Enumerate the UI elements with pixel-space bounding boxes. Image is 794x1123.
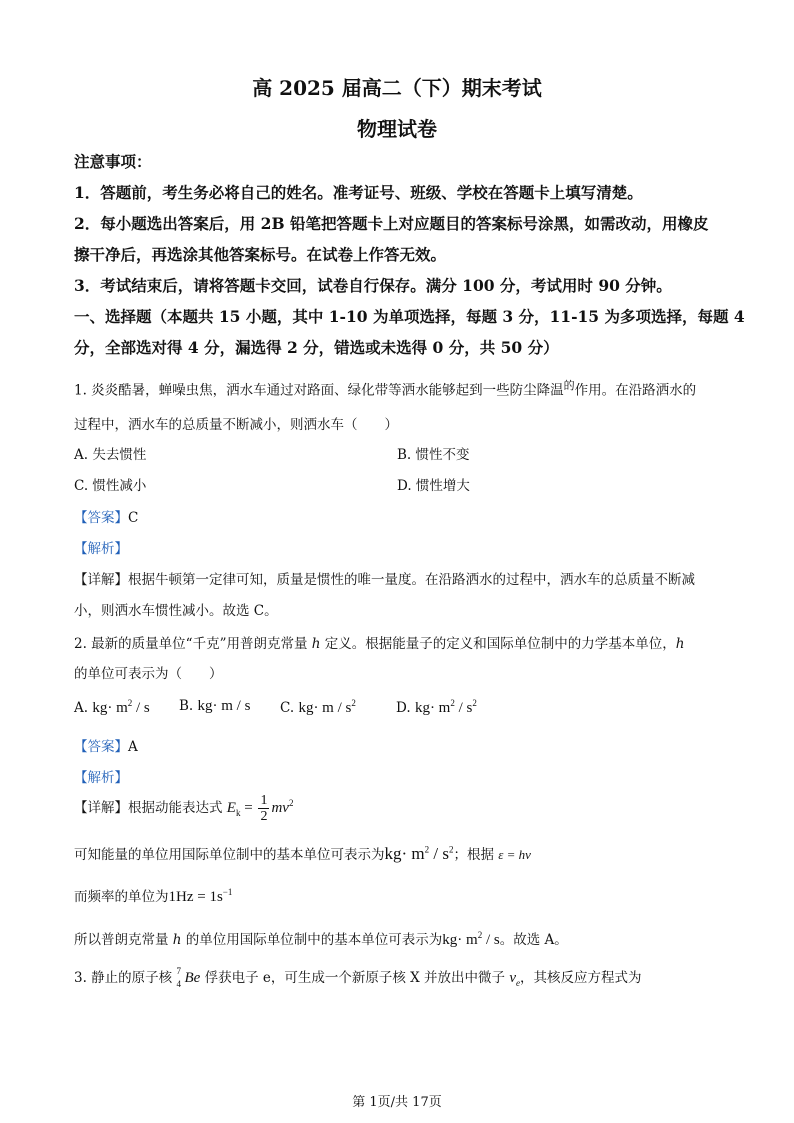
- q2-unit-math: [385, 844, 454, 863]
- fraction-numerator: 1: [260, 793, 268, 808]
- ek-sup: 2: [288, 797, 294, 808]
- q1-detail-text-1: 根据牛顿第一定律可知，质量是惯性的唯一量度。在沿路洒水的过程中，洒水车的总质量不断减: [128, 572, 695, 588]
- q1-stem-sup: 的: [563, 379, 575, 392]
- q2-option-b-math: kg· m / s: [197, 698, 251, 714]
- q2-final-line: [74, 928, 568, 949]
- q2-frequency-text: 而频率的单位为: [74, 889, 169, 905]
- notice-heading: 注意事项：: [74, 152, 152, 171]
- q2-option-b: [179, 698, 250, 715]
- nucleus-atomic-number: 4: [176, 979, 181, 988]
- q2-option-c-unit: kg· m / s: [298, 700, 352, 716]
- ek-symbol: E: [226, 799, 236, 816]
- q2-frequency-math: [169, 889, 233, 905]
- q1-stem-line-1: [74, 377, 696, 399]
- ek-mv: mv: [271, 799, 289, 816]
- q2-analysis-tag: 【解析】: [74, 770, 128, 786]
- notice-item-2-line-1: 2．每小题选出答案后，用 2B 铅笔把答题卡上对应题目的答案标号涂黑，如需改动，用橡皮: [74, 214, 709, 233]
- q3-stem-text-a: 3. 静止的原子核: [74, 970, 177, 986]
- q1-detail-line-1: [74, 568, 695, 588]
- q1-answer-value: C: [128, 510, 139, 526]
- q1-option-a: A. 失去惯性: [74, 447, 147, 463]
- q1-option-d: D. 惯性增大: [397, 478, 470, 494]
- q2-option-d-tail: / s: [454, 700, 473, 716]
- q2-stem-text-a: 2. 最新的质量单位“千克”用普朗克常量: [74, 636, 312, 652]
- q2-option-d-math: [415, 700, 477, 716]
- section-heading-line-1: 一、选择题（本题共 15 小题，其中 1-10 为单项选择，每题 3 分，11-15 为多项选择，每题 4: [74, 307, 745, 326]
- q2-answer-value: A: [128, 739, 138, 755]
- q2-unit-text: 可知能量的单位用国际单位制中的基本单位可表示为: [74, 847, 385, 863]
- notice-item-3: 3．考试结束后，请将答题卡交回，试卷自行保存。满分 100 分，考试用时 90 分钟。: [74, 276, 672, 295]
- q2-stem-line-2: 的单位可表示为（ ）: [74, 666, 223, 682]
- q2-unit-sup: 2: [424, 844, 430, 855]
- q1-analysis-tag: 【解析】: [74, 541, 128, 557]
- ek-equals: =: [240, 799, 257, 816]
- q2-detail-line-1: [74, 793, 293, 824]
- q2-option-a-tail: / s: [132, 700, 150, 716]
- q2-option-c-sup: 2: [351, 698, 356, 708]
- q3-stem-text-b: 俘获电子 e，可生成一个新原子核 X 并放出中微子: [200, 970, 510, 986]
- q2-frequency-line: [74, 885, 232, 906]
- q2-detail-tag: 【详解】: [74, 799, 128, 816]
- kinetic-energy-formula: [226, 793, 294, 824]
- section-heading-line-2: 分，全部选对得 4 分，漏选得 2 分，错选或未选得 0 分，共 50 分）: [74, 338, 559, 357]
- q2-unit-text-b: ；根据: [453, 847, 499, 863]
- q2-planck-relation: ε = hν: [498, 847, 531, 862]
- q1-stem-line-2: 过程中，洒水车的总质量不断减小，则洒水车（ ）: [74, 417, 398, 433]
- q2-option-d-unit: kg· m: [414, 700, 451, 716]
- q3-stem-text-c: ，其核反应方程式为: [520, 970, 642, 986]
- q2-final-text-a: 所以普朗克常量: [74, 932, 173, 948]
- q1-detail-line-2: 小，则洒水车惯性减小。故选 C。: [74, 603, 278, 619]
- q2-final-tail: / s: [482, 932, 500, 948]
- neutrino-symbol: [509, 970, 520, 986]
- nucleus-mass-number: 7: [176, 966, 181, 976]
- q1-answer: [74, 506, 138, 526]
- q2-option-a-unit: kg· m: [92, 700, 128, 716]
- q2-option-a: [74, 698, 150, 717]
- q2-answer-tag: 【答案】: [74, 739, 128, 755]
- q2-option-a-math: [92, 700, 149, 716]
- q2-frequency-sup: −1: [222, 887, 233, 897]
- ek-subscript: k: [235, 807, 241, 818]
- q2-option-d-sup-2: 2: [472, 698, 477, 708]
- q1-stem-text-a: 1. 炎炎酷暑，蝉噪虫焦，洒水车通过对路面、绿化带等洒水能够起到一些防尘降温: [74, 382, 564, 399]
- q1-answer-tag: 【答案】: [74, 510, 128, 526]
- fraction-denominator: 2: [260, 809, 268, 824]
- notice-item-1: 1．答题前，考生务必将自己的姓名。准考证号、班级、学校在答题卡上填写清楚。: [74, 183, 643, 202]
- q2-unit-line: [74, 843, 531, 864]
- q2-frequency-value: 1Hz = 1s: [168, 889, 223, 905]
- q2-unit-value: kg· m: [384, 844, 425, 863]
- q2-stem-h-2: h: [675, 636, 685, 652]
- q3-stem-line-1: [74, 966, 722, 988]
- q2-stem-line-1: [74, 632, 684, 652]
- neutrino-v: v: [509, 970, 517, 986]
- q2-final-text-b: 的单位用国际单位制中的基本单位可表示为: [181, 932, 443, 948]
- q2-unit-tail: / s: [429, 844, 449, 863]
- q2-option-d: [396, 698, 477, 717]
- q2-option-a-sup: 2: [127, 698, 133, 708]
- q2-final-sup: 2: [477, 930, 483, 940]
- q2-option-d-sup: 2: [450, 698, 455, 708]
- q2-final-unit: kg· m: [442, 932, 478, 948]
- q2-final-math: [442, 932, 499, 948]
- q2-option-c: [280, 698, 356, 717]
- q1-detail-tag: 【详解】: [74, 572, 128, 588]
- q2-answer: [74, 735, 138, 755]
- q1-option-b: B. 惯性不变: [397, 447, 470, 463]
- q2-option-b-label: B.: [179, 698, 194, 714]
- one-half-fraction: [258, 793, 269, 824]
- q2-unit-sup-2: 2: [448, 844, 454, 855]
- q2-final-h: h: [172, 932, 182, 948]
- q2-option-c-math: [298, 700, 355, 716]
- exam-subtitle: 物理试卷: [357, 117, 437, 141]
- q2-option-a-label: A.: [74, 700, 89, 716]
- q2-detail-text: 根据动能表达式: [128, 799, 227, 816]
- q2-option-d-label: D.: [396, 700, 411, 716]
- nucleus-symbol: Be: [184, 970, 201, 986]
- q2-option-c-label: C.: [280, 700, 295, 716]
- neutrino-subscript: e: [516, 978, 521, 988]
- q2-stem-h: h: [311, 636, 321, 652]
- q2-final-text-c: 。故选 A。: [499, 932, 568, 948]
- q1-option-c: C. 惯性减小: [74, 478, 147, 494]
- notice-item-2-line-2: 擦干净后，再选涂其他答案标号。在试卷上作答无效。: [74, 245, 447, 264]
- q2-stem-text-b: 定义。根据能量子的定义和国际单位制中的力学基本单位，: [320, 636, 676, 652]
- exam-title: 高 2025 届高二（下）期末考试: [252, 76, 542, 100]
- page-number: 第 1页/共 17页: [352, 1095, 442, 1110]
- q1-stem-text-b: 作用。在沿路洒水的: [574, 382, 697, 399]
- beryllium-nucleus: [176, 966, 201, 988]
